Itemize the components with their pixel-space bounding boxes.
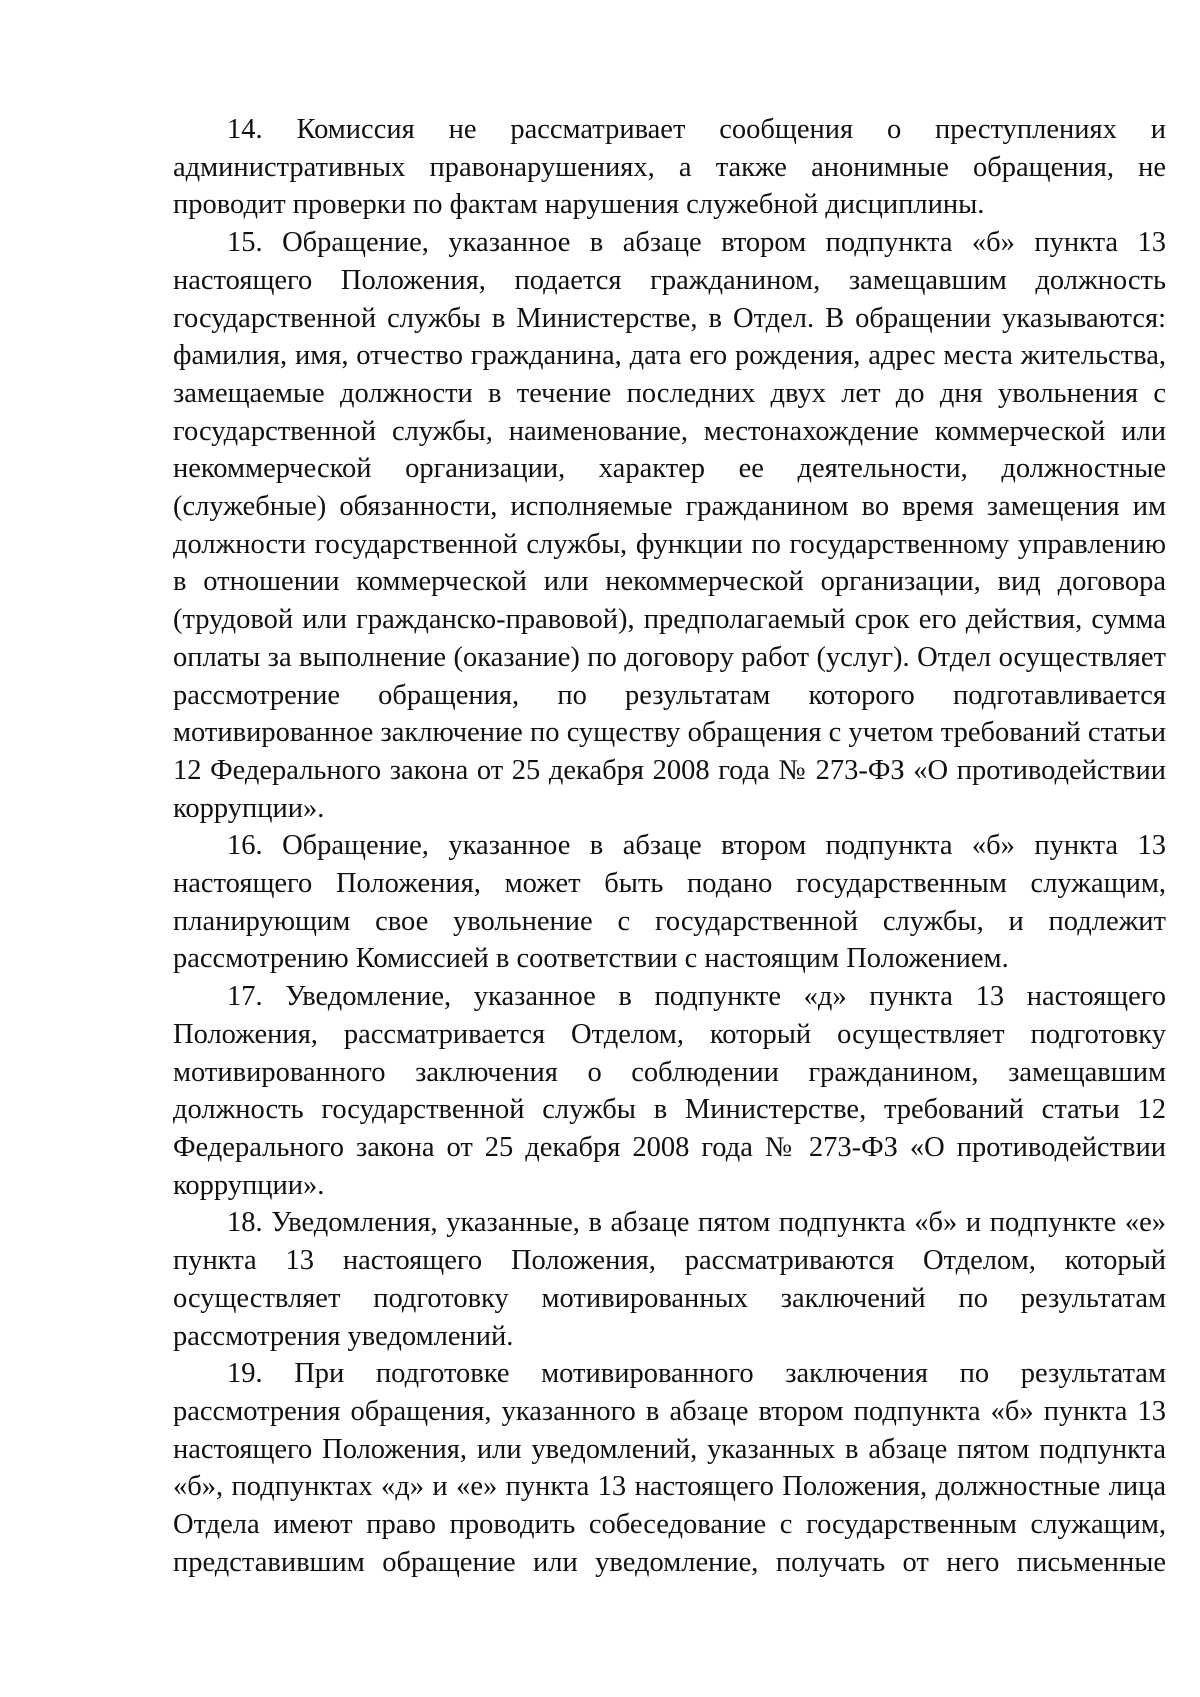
paragraph-14: 14. Комиссия не рассматривает сообщения о преступлениях и административных правонарушениях, а также анонимные обращения, не проводит проверки по фактам нарушения служебной дисциплины. <box>173 114 1166 221</box>
paragraph-15: 15. Обращение, указанное в абзаце втором подпункта «б» пункта 13 настоящего Положения, подается гражданином, замещавшим должность государственной службы в Министерстве, в Отдел. В обращении указываются: фамилия, имя, отчество гражданина, дата его рождения, адрес места жительства, замещаемые должности в течение последних двух лет до дня увольнения с государственной службы, наименование, местонахождение коммерческой или некоммерческой организации, характер ее деятельности, должностные (служебные) обязанности, исполняемые гражданином во время замещения им должности государственной службы, функции по государственному управлению в отношении коммерческой или некоммерческой организации, вид договора (трудовой или гражданско-правовой), предполагаемый срок его действия, сумма оплаты за выполнение (оказание) по договору работ (услуг). Отдел осуществляет рассмотрение обращения, по результатам которого подготавливается мотивированное заключение по существу обращения с учетом требований статьи 12 Федерального закона от 25 декабря 2008 года № 273-ФЗ «О противодействии коррупции». <box>173 227 1166 824</box>
paragraph-19: 19. При подготовке мотивированного заключения по результатам рассмотрения обращения, указанного в абзаце втором подпункта «б» пункта 13 настоящего Положения, или уведомлений, указанных в абзаце пятом подпункта «б», подпунктах «д» и «е» пункта 13 настоящего Положения, должностные лица Отдела имеют право проводить собеседование с государственным служащим, представившим обращение или уведомление, получать от него письменные <box>173 1358 1166 1578</box>
paragraph-16: 16. Обращение, указанное в абзаце втором подпункта «б» пункта 13 настоящего Положения, может быть подано государственным служащим, планирующим свое увольнение с государственной службы, и подлежит рассмотрению Комиссией в соответствии с настоящим Положением. <box>173 830 1166 975</box>
paragraph-17: 17. Уведомление, указанное в подпункте «д» пункта 13 настоящего Положения, рассматривается Отделом, который осуществляет подготовку мотивированного заключения о соблюдении гражданином, замещавшим должность государственной службы в Министерстве, требований статьи 12 Федерального закона от 25 декабря 2008 года № 273-ФЗ «О противодействии коррупции». <box>173 981 1166 1201</box>
paragraph-18: 18. Уведомления, указанные, в абзаце пятом подпункта «б» и подпункте «е» пункта 13 настоящего Положения, рассматриваются Отделом, который осуществляет подготовку мотивированных заключений по результатам рассмотрения уведомлений. <box>173 1207 1166 1352</box>
document-page <box>173 111 1166 1581</box>
